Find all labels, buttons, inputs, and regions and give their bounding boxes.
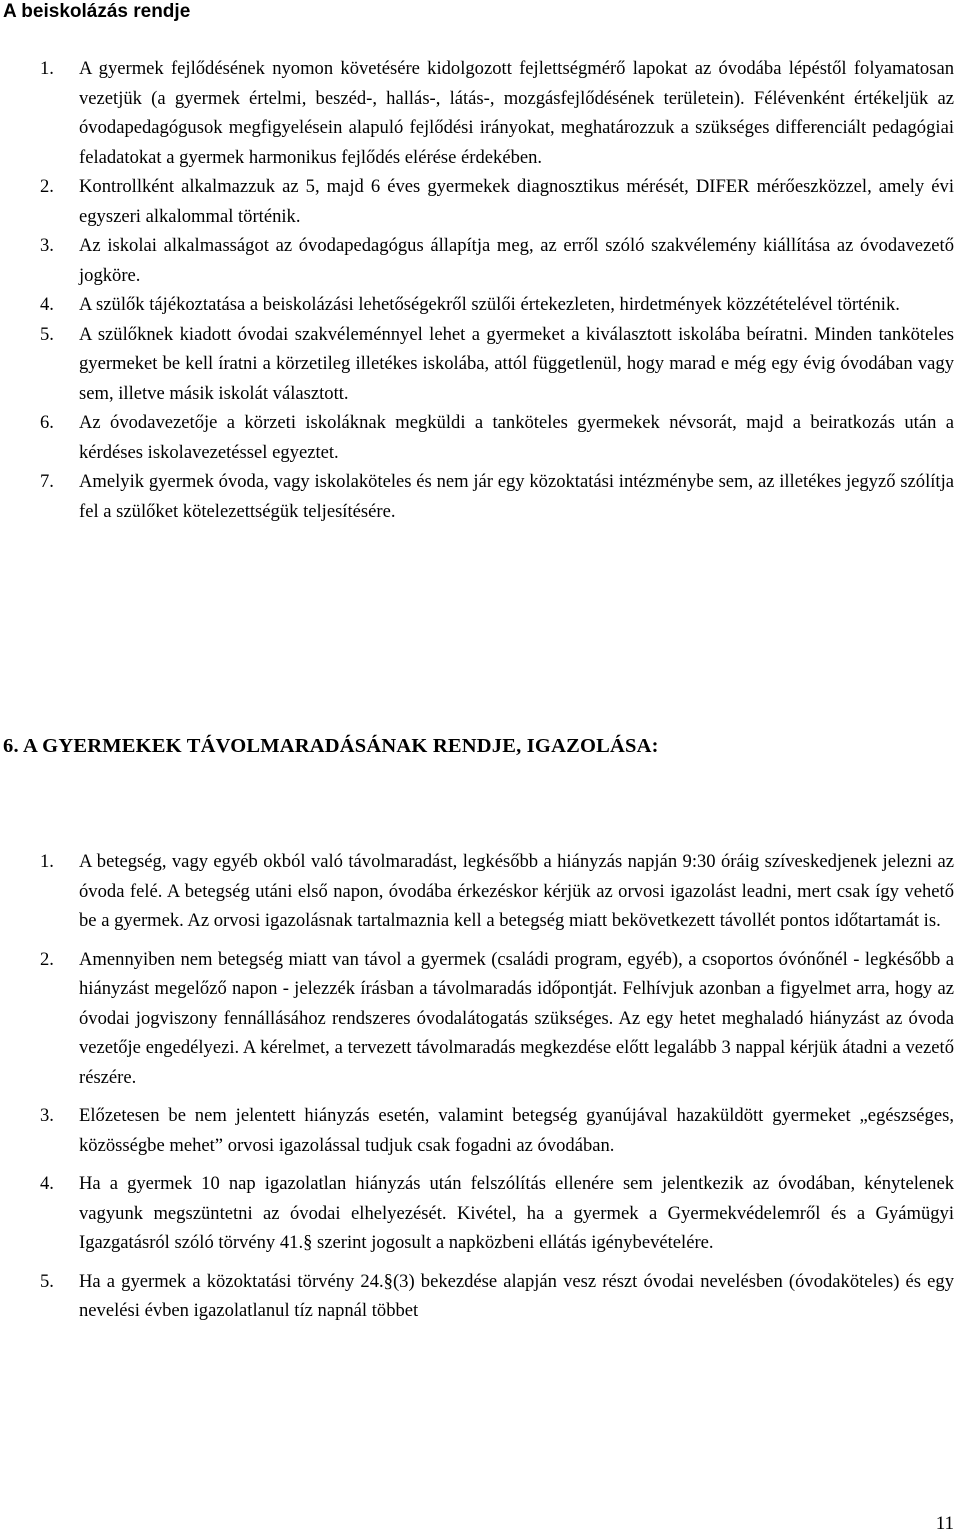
page-number: 11 <box>935 1513 954 1534</box>
item-text: Amelyik gyermek óvoda, vagy iskolaköteles és nem jár egy közoktatási intézménybe sem, az illetékes jegyző szólítja fel a szülőket kötelezettségük teljesítésére. <box>79 471 954 522</box>
item-text: Az iskolai alkalmasságot az óvodapedagógus állapítja meg, az erről szóló szakvélemény kiállítása az óvodavezető jogköre. <box>79 235 954 286</box>
item-number: 6. <box>40 412 54 433</box>
list-item <box>40 467 954 526</box>
item-text: Előzetesen be nem jelentett hiányzás esetén, valamint betegség gyanújával hazaküldött gyermeket „egészséges, közösségbe mehet” orvosi igazolással tudjuk csak fogadni az óvodában. <box>79 1105 954 1156</box>
item-number: 3. <box>40 1105 54 1126</box>
item-text: A szülőknek kiadott óvodai szakvéleménnyel lehet a gyermeket a kiválasztott iskolába beíratni. Minden tanköteles gyermeket be kell íratni a körzetileg illetékes iskolába, attól függetlenül, hogy marad e még egy évig óvodában vagy sem, illetve másik iskolát választott. <box>79 323 954 404</box>
item-number: 1. <box>40 851 54 872</box>
item-number: 5. <box>40 323 54 345</box>
item-number: 2. <box>40 948 54 970</box>
item-number: 5. <box>40 1270 54 1292</box>
item-text: Ha a gyermek 10 nap igazolatlan hiányzás után felszólítás ellenére sem jelentkezik az óvodában, kénytelenek vagyunk megszüntetni az óvodai elhelyezését. Kivétel, ha a gyermek a Gyermekvédelemről és a Gyámügyi Igazgatásról szóló törvény 41.§ szerint jogosult a napközbeni ellátás igénybevételére. <box>79 1173 954 1253</box>
item-text: A szülők tájékoztatása a beiskolázási lehetőségekről szülői értekezleten, hirdetmények közzétételével történik. <box>79 294 900 315</box>
enrollment-rules-list <box>40 54 954 526</box>
list-item <box>40 290 954 320</box>
list-item <box>40 945 954 1093</box>
item-text: Ha a gyermek a közoktatási törvény 24.§(3) bekezdése alapján vesz részt óvodai nevelésben (óvodaköteles) és egy nevelési évben igazolatlanul tíz napnál többet <box>79 1270 954 1321</box>
item-text: Kontrollként alkalmazzuk az 5, majd 6 éves gyermekek diagnosztikus mérését, DIFER mérőeszközzel, amely évi egyszeri alkalommal történik. <box>79 176 954 227</box>
item-number: 7. <box>40 471 54 492</box>
list-item <box>40 1267 954 1326</box>
absence-rules-list <box>40 847 954 1335</box>
list-item <box>40 54 954 172</box>
section-heading-enrollment: A beiskolázás rendje <box>3 1 191 22</box>
section-title-absence: 6. A GYERMEKEK TÁVOLMARADÁSÁNAK RENDJE, IGAZOLÁSA: <box>3 735 659 757</box>
item-number: 4. <box>40 1173 54 1194</box>
item-number: 3. <box>40 235 54 256</box>
item-text: Az óvodavezetője a körzeti iskoláknak megküldi a tanköteles gyermekek névsorát, majd a beiratkozás után a kérdéses iskolavezetéssel egyeztet. <box>79 412 954 463</box>
item-text: A gyermek fejlődésének nyomon követésére kidolgozott fejlettségmérő lapokat az óvodába lépéstől folyamatosan vezetjük (a gyermek értelmi, beszéd-, hallás-, látás-, mozgásfejlődésének területein). Félévenként értékeljük az óvodapedagógusok megfigyelésein alapuló fejlődési irányokat, meghatározzuk a szükséges differenciált pedagógiai feladatokat a gyermek harmonikus fejlődés elérése érdekében. <box>79 58 954 168</box>
item-number: 1. <box>40 58 54 79</box>
list-item <box>40 172 954 231</box>
list-item <box>40 847 954 936</box>
item-number: 2. <box>40 176 54 197</box>
list-item <box>40 1169 954 1258</box>
item-number: 4. <box>40 294 54 315</box>
list-item <box>40 408 954 467</box>
item-text: A betegség, vagy egyéb okból való távolmaradást, legkésőbb a hiányzás napján 9:30 óráig szíveskedjenek jelezni az óvoda felé. A betegség utáni első napon, óvodába érkezéskor kérjük az orvosi igazolást leadni, mert csak így vehető be a gyermek. Az orvosi igazolásnak tartalmaznia kell a betegség miatt bekövetkezett távollét pontos időtartamát is. <box>79 851 954 931</box>
item-text: Amennyiben nem betegség miatt van távol a gyermek (családi program, egyéb), a csoportos óvónőnél - legkésőbb a hiányzást megelőző napon - jelezzék írásban a távolmaradás időpontját. Felhívjuk azonban a figyelmet arra, hogy az óvodai jogviszony fennállásához rendszeres óvodalátogatás szükséges. Az egy hetet meghaladó hiányzást az óvoda vezetője engedélyezi. A kérelmet, a tervezett távolmaradás megkezdése előtt legalább 3 nappal kérjük átadni a vezető részére. <box>79 948 954 1088</box>
list-item <box>40 320 954 409</box>
list-item <box>40 231 954 290</box>
list-item <box>40 1101 954 1160</box>
